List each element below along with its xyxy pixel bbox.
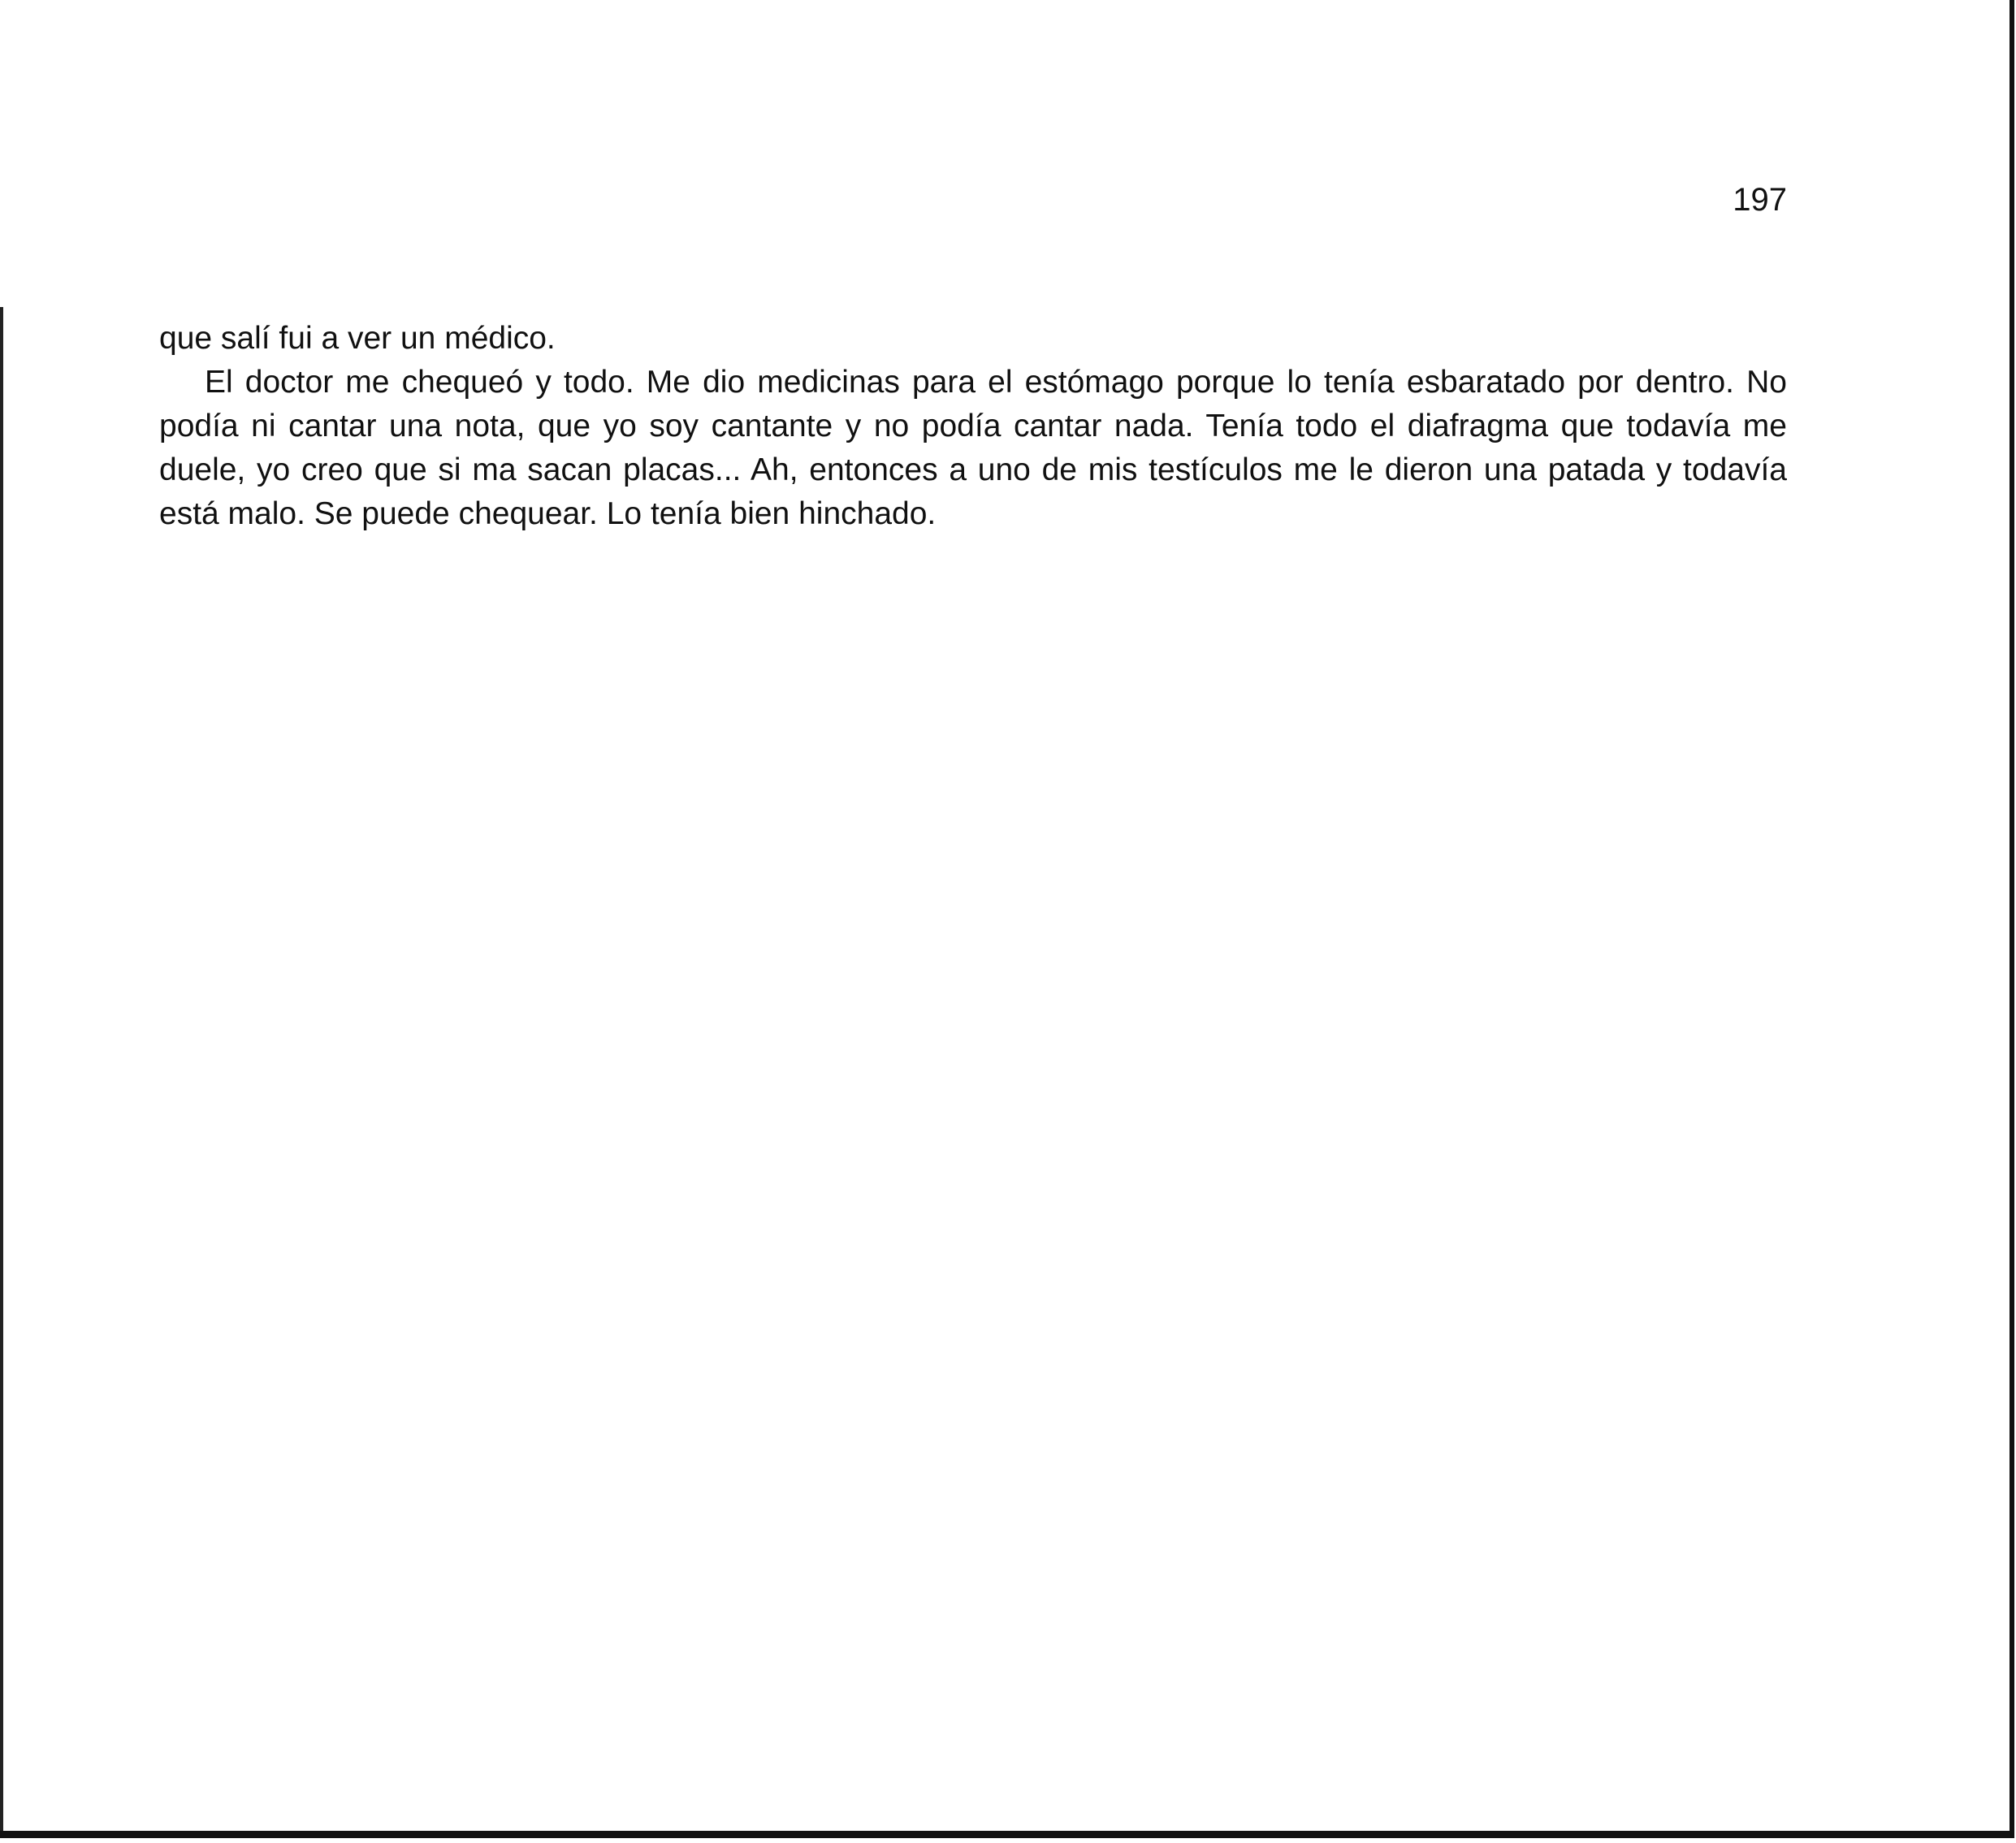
bottom-page-edge (0, 1831, 2014, 1838)
right-page-edge (2010, 0, 2014, 1837)
body-text (159, 317, 1787, 536)
paragraph-continuation: que salí fui a ver un médico. (159, 321, 556, 356)
paragraph: El doctor me chequeó y todo. Me dio medicinas para el estómago porque lo tenía esbaratado por dentro. No podía ni cantar una nota, que yo soy cantante y no podía cantar nada. Tenía todo el diafragma que todavía me duele, yo creo que si ma sacan placas... Ah, entonces a uno de mis testículos me le dieron una patada y todavía está malo. Se puede chequear. Lo tenía bien hinchado. (159, 365, 1787, 531)
left-page-edge (0, 307, 3, 1834)
page-number: 197 (1733, 182, 1787, 218)
